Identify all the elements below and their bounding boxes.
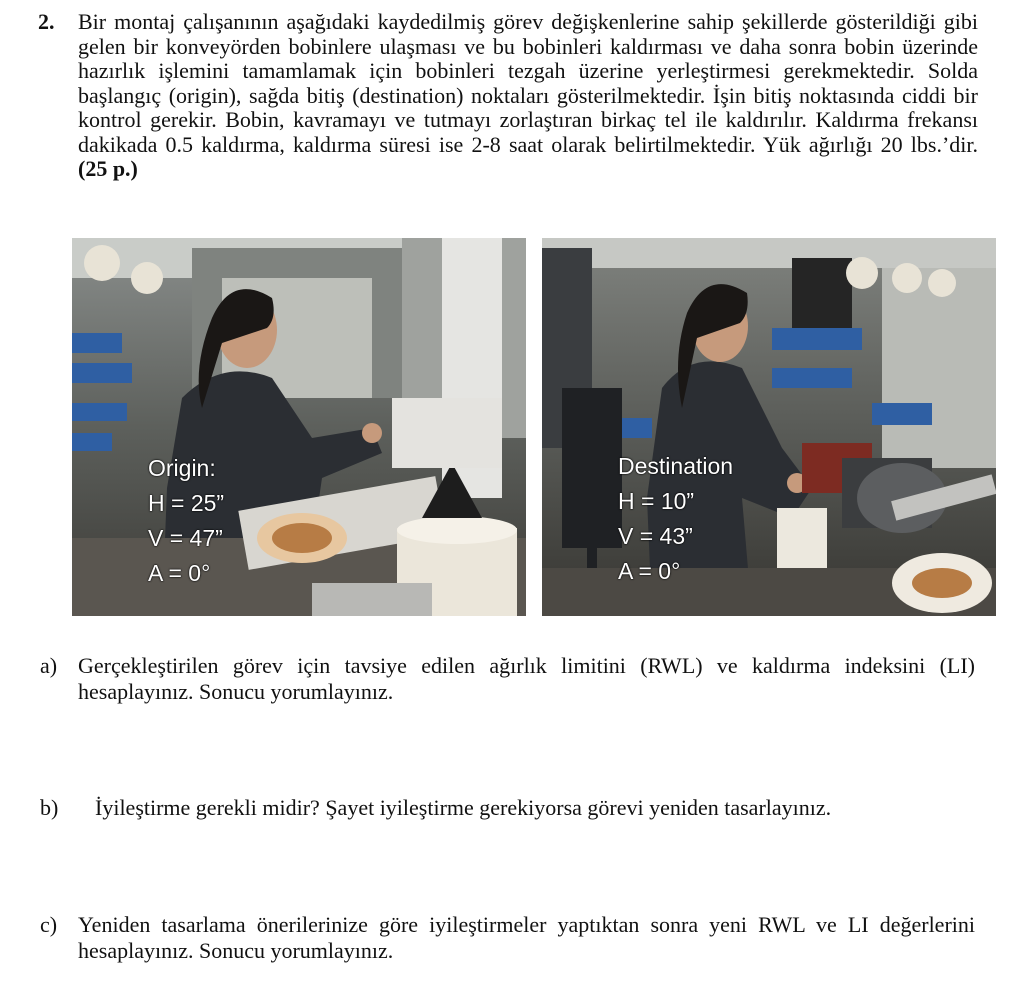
part-c <box>40 912 975 964</box>
part-a <box>40 653 975 705</box>
question-body: Bir montaj çalışanının aşağıdaki kaydedilmiş görev değişkenlerine sahip şekillerde gösterildiği gibi gelen bir konveyörden bobinlere ulaşması ve bu bobinleri kaldırması ve daha sonra bobin üzerinde hazırlık işlemini tamamlamak için bobinleri tezgah üzerine yerleştirmesi gerekmektedir. Solda başlangıç (origin), sağda bitiş (destination) noktaları gösterilmektedir. İşin bitiş noktasında ciddi bir kontrol gerekir. Bobin, kavramayı ve tutmayı zorlaştıran birkaç tel ile kaldırılır. Kaldırma frekansı dakikada 0.5 kaldırma, kaldırma süresi ise 2-8 saat olarak belirtilmektedir. Yük ağırlığı 20 lbs.’dir. <box>78 9 978 157</box>
question-points: (25 p.) <box>78 156 138 181</box>
destination-title: Destination <box>618 453 734 479</box>
destination-photo-illustration <box>542 238 996 616</box>
origin-v-value: V = 47” <box>148 525 223 551</box>
origin-title: Origin: <box>148 455 216 481</box>
destination-label-box <box>618 449 733 589</box>
destination-h-value: H = 10” <box>618 488 695 514</box>
part-b-text: İyileştirme gerekli midir? Şayet iyileştirme gerekiyorsa görevi yeniden tasarlayınız. <box>95 795 832 820</box>
part-b-label: b) <box>40 795 59 820</box>
part-c-text: Yeniden tasarlama önerilerinize göre iyileştirmeler yaptıktan sonra yeni RWL ve LI değerlerini hesaplayınız. Sonucu yorumlayınız. <box>78 912 975 963</box>
origin-label-box <box>148 451 224 591</box>
part-a-text: Gerçekleştirilen görev için tavsiye edilen ağırlık limitini (RWL) ve kaldırma indeksini (LI) hesaplayınız. Sonucu yorumlayınız. <box>78 653 975 704</box>
origin-h-value: H = 25” <box>148 490 225 516</box>
destination-photo <box>542 238 996 616</box>
destination-a-value: A = 0° <box>618 558 681 584</box>
part-b <box>40 795 975 821</box>
part-c-label: c) <box>40 912 58 937</box>
question-number: 2. <box>38 9 55 34</box>
destination-v-value: V = 43” <box>618 523 693 549</box>
question-block <box>38 10 978 182</box>
part-a-label: a) <box>40 653 58 678</box>
origin-a-value: A = 0° <box>148 560 211 586</box>
origin-photo-illustration <box>72 238 526 616</box>
origin-photo <box>72 238 526 616</box>
question-text <box>78 10 978 182</box>
